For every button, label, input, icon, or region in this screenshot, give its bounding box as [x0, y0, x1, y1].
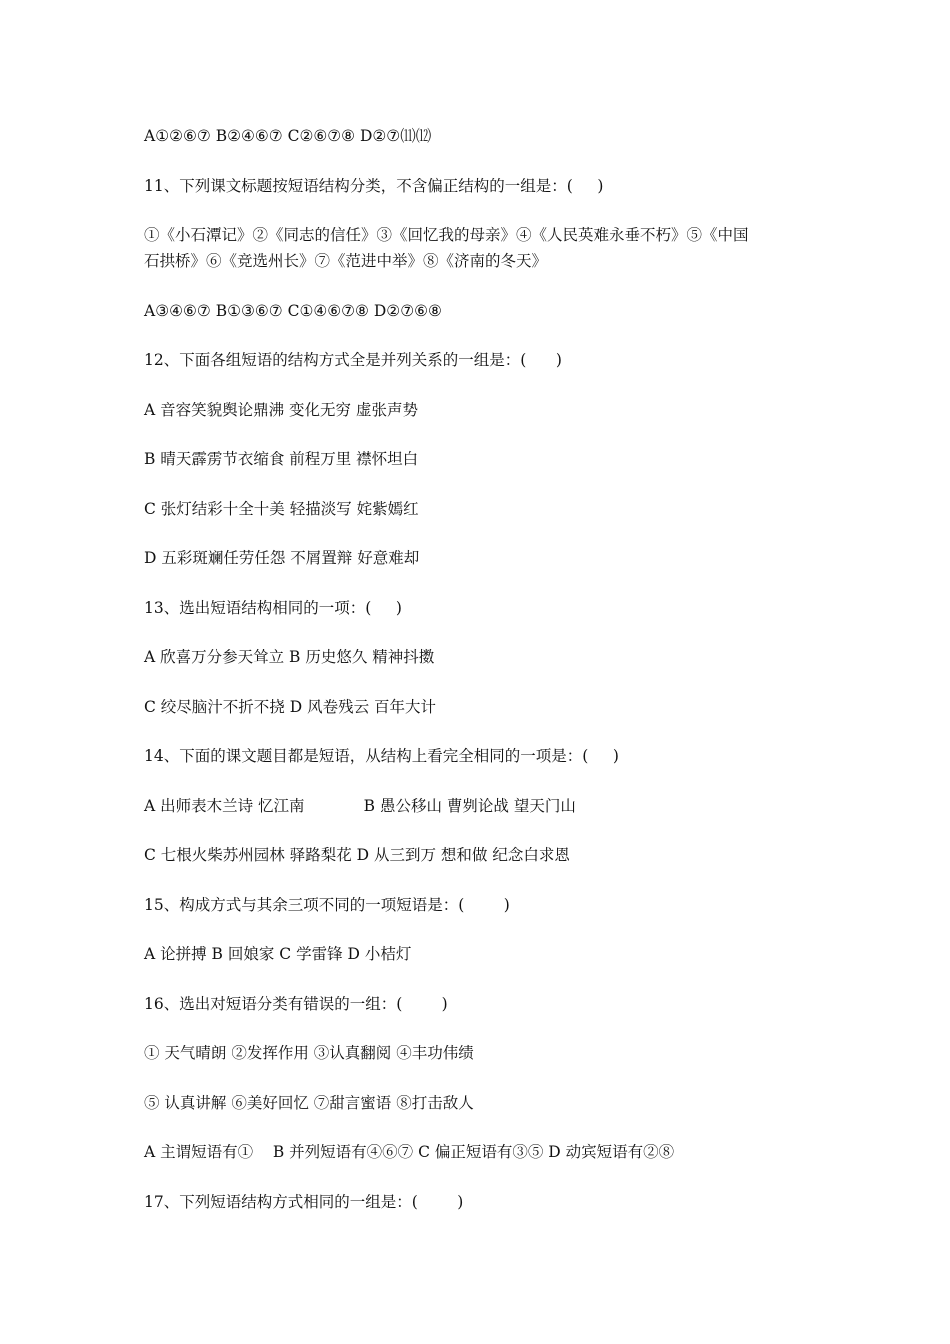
- question-16-options: A 主谓短语有① B 并列短语有④⑥⑦ C 偏正短语有③⑤ D 动宾短语有②⑧: [144, 1143, 675, 1161]
- question-13-options-cd: C 绞尽脑汁不折不挠 D 风卷残云 百年大计: [144, 697, 436, 716]
- question-12-option-a: A 音容笑貌舆论鼎沸 变化无穷 虚张声势: [144, 400, 418, 419]
- question-13-options-ab: A 欣喜万分参天耸立 B 历史悠久 精神抖擞: [144, 648, 435, 666]
- question-11-items-line1: ①《小石潭记》②《同志的信任》③《回忆我的母亲》④《人民英难永垂不朽》⑤《中国: [144, 226, 749, 244]
- question-15-options: A 论拼搏 B 回娘家 C 学雷锋 D 小桔灯: [144, 945, 412, 963]
- question-17: 17、下列短语结构方式相同的一组是：( ): [144, 1192, 464, 1211]
- question-13: 13、选出短语结构相同的一项：( ): [144, 598, 402, 617]
- question-12: 12、下面各组短语的结构方式全是并列关系的一组是：( ): [144, 351, 562, 369]
- question-11-items-line2: 石拱桥》⑥《竞选州长》⑦《范进中举》⑧《济南的冬天》: [144, 252, 548, 270]
- question-12-option-d: D 五彩斑斓任劳任怨 不屑置辩 好意难却: [144, 549, 420, 567]
- question-12-option-c: C 张灯结彩十全十美 轻描淡写 姹紫嫣红: [144, 499, 419, 518]
- question-11: 11、下列课文标题按短语结构分类，不含偏正结构的一组是：( ): [144, 176, 604, 195]
- document-body: [144, 124, 814, 1214]
- question-16-items-line1: ① 天气晴朗 ②发挥作用 ③认真翻阅 ④丰功伟绩: [144, 1044, 474, 1062]
- question-12-option-b: B 晴天霹雳节衣缩食 前程万里 襟怀坦白: [144, 450, 419, 468]
- question-15: 15、构成方式与其余三项不同的一项短语是：( ): [144, 895, 510, 914]
- answer-options-q11: A③④⑥⑦ B①③⑥⑦ C①④⑥⑦⑧ D②⑦⑥⑧: [144, 301, 442, 320]
- answer-options-q10: A①②⑥⑦ B②④⑥⑦ C②⑥⑦⑧ D②⑦⑾⑿: [144, 127, 432, 145]
- question-16: 16、选出对短语分类有错误的一组：( ): [144, 994, 448, 1013]
- question-16-items-line2: ⑤ 认真讲解 ⑥美好回忆 ⑦甜言蜜语 ⑧打击敌人: [144, 1093, 474, 1112]
- question-14-options-cd: C 七根火柴苏州园林 驿路梨花 D 从三到万 想和做 纪念白求恩: [144, 846, 570, 864]
- question-14: 14、下面的课文题目都是短语，从结构上看完全相同的一项是：( ): [144, 747, 619, 765]
- question-14-options-ab: A 出师表木兰诗 忆江南 B 愚公移山 曹刿论战 望天门山: [144, 796, 576, 815]
